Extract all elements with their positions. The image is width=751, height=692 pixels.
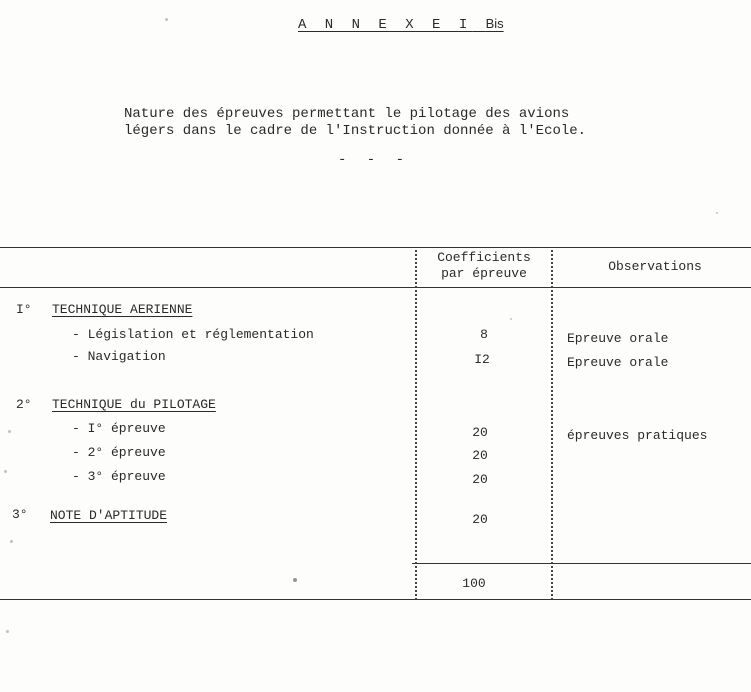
section-1-item-2-label: - Navigation bbox=[72, 349, 166, 364]
scan-speck bbox=[510, 318, 512, 320]
table-top-rule bbox=[0, 247, 751, 248]
section-1-item-2-observation: Epreuve orale bbox=[567, 355, 669, 370]
column-divider-right bbox=[551, 250, 553, 600]
section-1-item-1-observation: Epreuve orale bbox=[567, 331, 669, 346]
scan-speck bbox=[716, 212, 718, 214]
section-2-number: 2° bbox=[16, 397, 32, 412]
section-2-item-1-coefficient: 20 bbox=[472, 425, 488, 440]
scan-speck bbox=[165, 18, 168, 21]
subtitle-line-2: légers dans le cadre de l'Instruction donnée à l'Ecole. bbox=[124, 123, 587, 139]
section-2-item-2-coefficient: 20 bbox=[472, 448, 488, 463]
section-3-coefficient: 20 bbox=[472, 512, 488, 527]
section-3-number: 3° bbox=[12, 507, 28, 522]
total-coefficient: 100 bbox=[462, 576, 486, 591]
coefficients-header-line-1: Coefficients bbox=[437, 250, 531, 265]
section-1-item-1-label: - Législation et réglementation bbox=[72, 327, 314, 342]
annex-title: A N N E X E I Bis bbox=[298, 16, 504, 33]
section-1-number: I° bbox=[16, 302, 32, 317]
scan-speck bbox=[4, 470, 7, 473]
section-1-title: TECHNIQUE AERIENNE bbox=[52, 302, 193, 317]
section-2-item-1-label: - I° épreuve bbox=[72, 421, 166, 436]
coefficients-header-line-2: par épreuve bbox=[441, 266, 527, 281]
section-2-item-2-label: - 2° épreuve bbox=[72, 445, 166, 460]
column-divider-left bbox=[415, 250, 417, 600]
scan-speck bbox=[8, 430, 11, 433]
observations-header: Observations bbox=[608, 259, 702, 274]
section-2-item-3-coefficient: 20 bbox=[472, 472, 488, 487]
scan-speck bbox=[6, 630, 9, 633]
scan-speck bbox=[293, 578, 297, 582]
total-rule bbox=[412, 563, 751, 564]
section-3-title: NOTE D'APTITUDE bbox=[50, 508, 168, 523]
table-header-rule bbox=[0, 287, 751, 288]
section-2-item-3-label: - 3° épreuve bbox=[72, 469, 166, 484]
section-1-item-2-coefficient: I2 bbox=[474, 352, 490, 367]
table-bottom-rule bbox=[0, 599, 751, 600]
section-2-item-1-observation: épreuves pratiques bbox=[567, 428, 708, 443]
separator-dashes: - - - bbox=[338, 152, 411, 168]
scan-speck bbox=[10, 540, 13, 543]
subtitle-line-1: Nature des épreuves permettant le pilotage des avions bbox=[124, 106, 570, 122]
section-2-title: TECHNIQUE du PILOTAGE bbox=[52, 397, 216, 412]
section-1-item-1-coefficient: 8 bbox=[480, 327, 488, 342]
